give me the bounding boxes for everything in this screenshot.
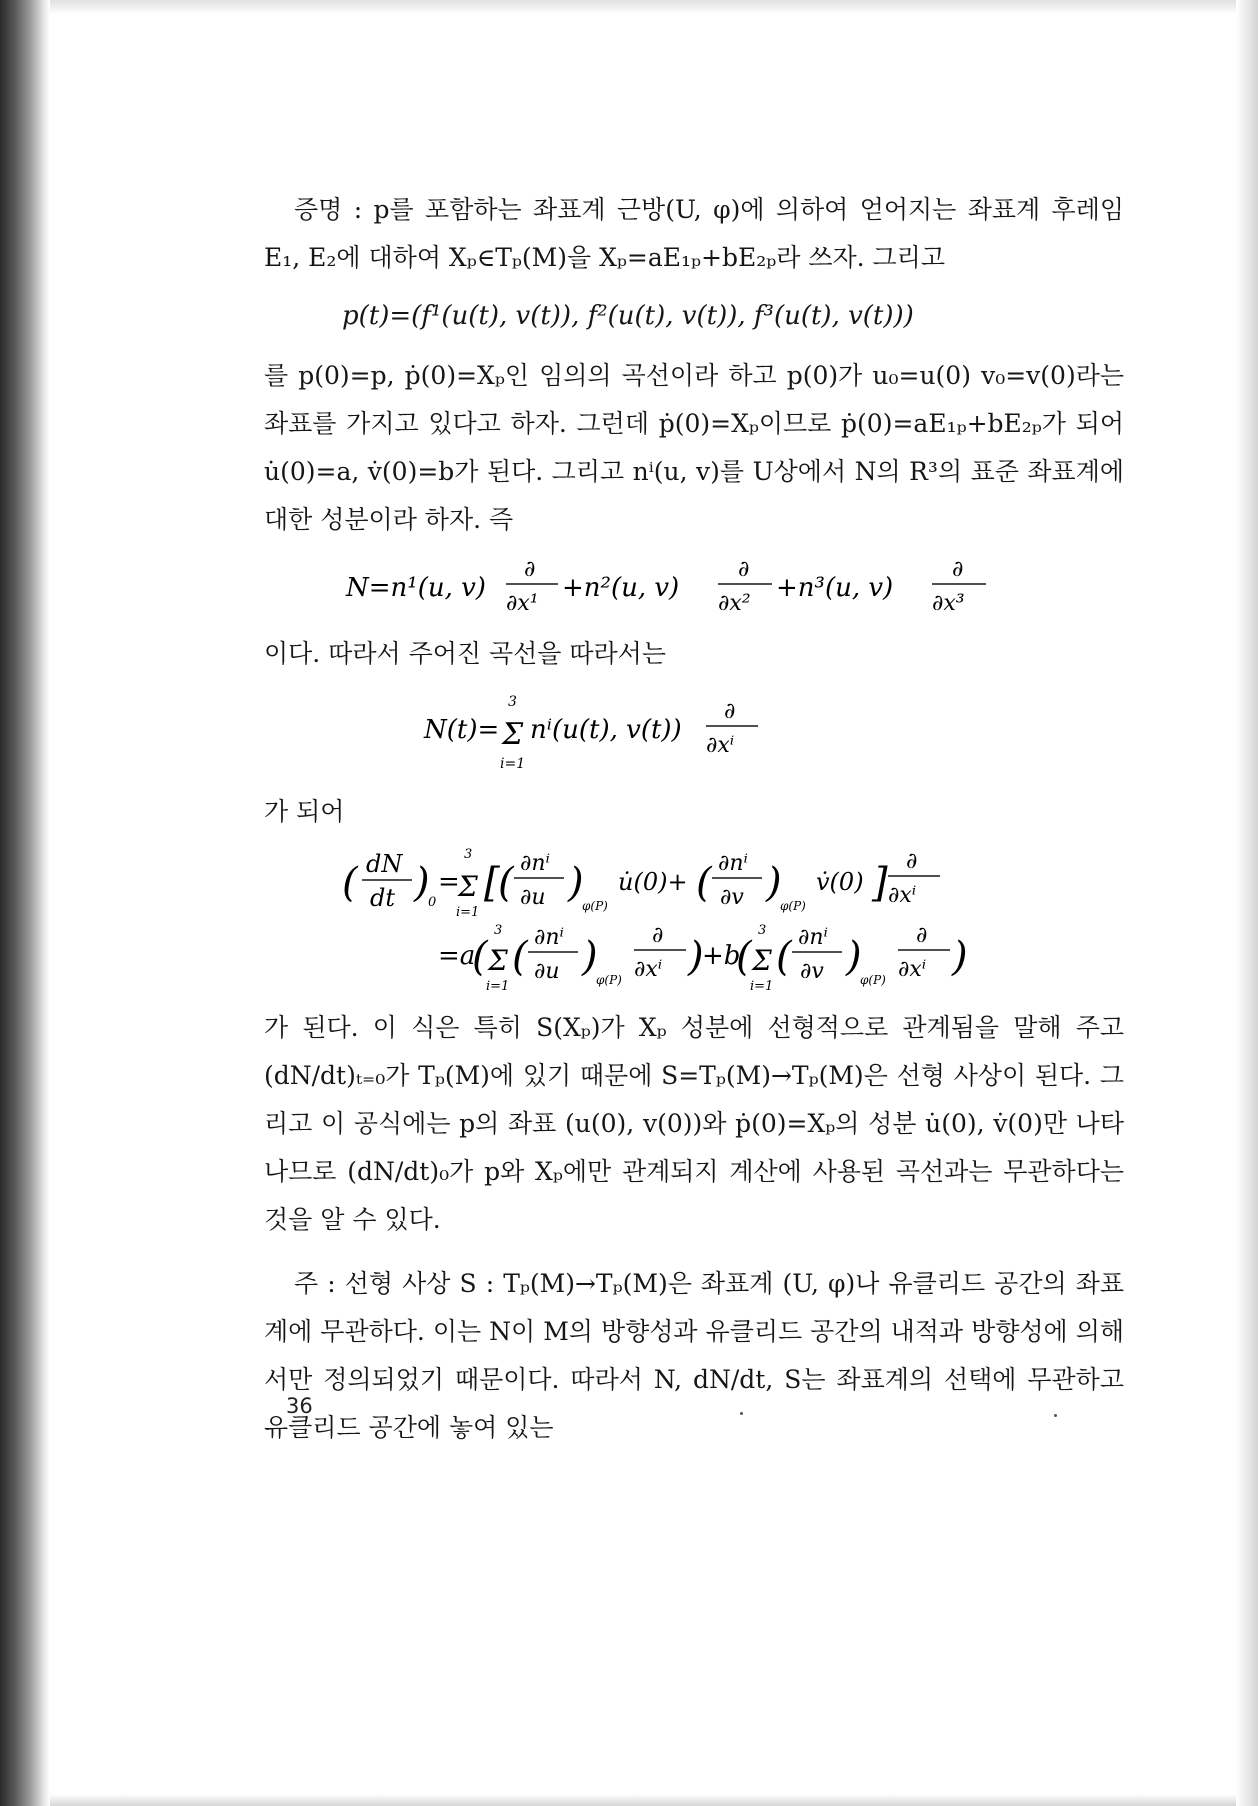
page-top-edge [50,0,1236,14]
eq3-sum-symbol: Σ [502,717,524,752]
eq2-dx2: ∂x² [718,591,751,616]
eq4-line2-paren-close-b: ) [846,934,862,980]
eq4-bracket-close: ] [872,860,888,906]
eq4-sum-lower-3: i=1 [750,979,774,994]
page-bottom-edge [50,1794,1236,1806]
eq4-sum-upper-2: 3 [494,923,503,938]
eq4-partial-1: ∂ [906,849,918,874]
equation-normal-field [346,552,1124,624]
eq4-sum-3: Σ [752,944,772,977]
eq4-dni-3: ∂nⁱ [534,925,564,950]
eq4-paren-open-3: ( [696,860,712,906]
eq2-dx3: ∂x³ [932,591,965,616]
eq4-line2-paren-b-open: ( [736,934,752,980]
eq4-dv-1: ∂v [720,885,744,910]
eq2-partial-3: ∂ [952,557,964,582]
note-paragraph: 주 : 선형 사상 S : Tₚ(M)→Tₚ(M)은 좌표계 (U, φ)나 유클리드 공간의 좌표계에 무관하다. 이는 N이 M의 방향성과 유클리드 공간의 내적과 방향성에 의해서만 정의되었기 때문이다. 따라서 N, dN/dt, S는 좌표계의 선택에 무관하고 유클리드 공간에 놓여 있는 [264,1269,1124,1442]
eq3-body: nⁱ(u(t), v(t)) [530,715,682,745]
eq2-partial-1: ∂ [524,557,536,582]
curve-definition-paragraph: 를 p(0)=p, ṗ(0)=Xₚ인 임의의 곡선이라 하고 p(0)가 u₀=u(0) v₀=v(0)라는 좌표를 가지고 있다고 하자. 그런데 ṗ(0)=Xₚ이므로 ṗ(0)=aE₁ₚ+bE₂ₚ가 되어 u̇(0)=a, v̇(0)=b가 된다. 그리고 nⁱ(u, v)를 U상에서 N의 R³의 표준 좌표계에 대한 성분이라 하자. 즉 [264,361,1124,534]
eq4-du-2: ∂u [534,959,560,984]
eq4-dxi-2: ∂xⁱ [634,957,663,982]
eq4-line2-paren-open: ( [512,934,528,980]
eq4-partial-2: ∂ [652,923,664,948]
eq4-line2-paren-b-close: ) [952,934,968,980]
eq4-sum-upper-3: 3 [758,923,767,938]
eq4-close-paren: ) [414,860,430,906]
page-number: 36 [286,1394,313,1418]
along-curve-paragraph: 이다. 따라서 주어진 곡선을 따라서는 [264,639,666,668]
eq4-sum-2: Σ [488,944,508,977]
scan-speck [1054,1414,1057,1417]
eq4-line2-paren-close: ) [582,934,598,980]
eq4-dxi-1: ∂xⁱ [888,883,917,908]
eq4-sub0: 0 [428,895,437,910]
scan-speck [740,1412,743,1415]
eq4-line2-b: +b [702,941,741,971]
eq4-sum-lower-2: i=1 [486,979,510,994]
eq4-du-1: ∂u [520,885,546,910]
page-binding-shadow [0,0,50,1806]
eq4-paren-close-3: ) [766,860,782,906]
equation-normal-along-curve [424,690,1124,776]
eq3-partial: ∂ [724,699,736,724]
eq4-phiP-3: φ(P) [596,973,622,987]
eq4-dni-1: ∂nⁱ [520,851,550,876]
eq2-term2: +n²(u, v) [562,573,680,603]
eq4-phiP-2: φ(P) [780,899,806,913]
eq4-dv-2: ∂v [800,959,824,984]
eq4-equals: = [438,867,460,897]
eq2-dx1: ∂x¹ [506,591,539,616]
eq4-open-paren: ( [342,860,358,906]
equation-derivative-normal [342,844,1124,994]
eq4-sum-upper-1: 3 [464,847,473,862]
equation-normal-along-curve-svg [424,690,824,776]
eq4-bracket-open: [ [484,860,500,906]
eq4-dt: dt [370,884,396,912]
eq4-partial-3: ∂ [916,923,928,948]
eq4-phiP-1: φ(P) [582,899,608,913]
eq4-dxi-3: ∂xⁱ [898,957,927,982]
eq3-lhs: N(t)= [424,715,500,745]
eq4-dni-4: ∂nⁱ [798,925,828,950]
eq4-line2-a: =a [438,941,476,971]
eq2-term1: N=n¹(u, v) [346,573,486,603]
equation-derivative-normal-svg [342,844,1042,994]
eq3-sum-lower: i=1 [500,756,526,772]
eq4-udot: u̇(0)+ [618,868,688,896]
eq3-sum-upper: 3 [508,694,517,710]
equation-normal-field-svg [346,552,1106,624]
eq4-sum-1: Σ [458,870,478,903]
equation-curve-p: p(t)=(f¹(u(t), v(t)), f²(u(t), v(t)), f³(u(t), v(t))) [342,301,914,331]
eq4-phiP-4: φ(P) [860,973,886,987]
proof-paragraph: 증명 : p를 포함하는 좌표계 근방(U, φ)에 의하여 얻어지는 좌표계 후레임 E₁, E₂에 대하여 Xₚ∈Tₚ(M)을 Xₚ=aE₁ₚ+bE₂ₚ라 쓰자. 그리고 [264,195,1124,272]
eq4-dN: dN [366,850,403,878]
eq4-line2-paren-a-close: ) [688,934,704,980]
eq2-partial-2: ∂ [738,557,750,582]
eq4-paren-close-2: ) [568,860,584,906]
eq4-vdot: v̇(0) [816,868,864,896]
eq4-dni-2: ∂nⁱ [718,851,748,876]
eq4-line2-paren-open-b: ( [776,934,792,980]
eq3-dxi: ∂xⁱ [706,733,735,758]
eq2-term3: +n³(u, v) [776,573,894,603]
eq4-sum-lower-1: i=1 [456,905,480,920]
page-body [264,186,1124,1452]
becomes-paragraph: 가 되어 [264,797,345,826]
eq4-line2-paren-a-open: ( [472,934,488,980]
page-right-edge [1236,0,1258,1806]
linearity-paragraph: 가 된다. 이 식은 특히 S(Xₚ)가 Xₚ 성분에 선형적으로 관계됨을 말해 주고 (dN/dt)ₜ₌₀가 Tₚ(M)에 있기 때문에 S=Tₚ(M)→Tₚ(M)은 선형 사상이 된다. 그리고 이 공식에는 p의 좌표 (u(0), v(0))와 ṗ(0)=Xₚ의 성분 u̇(0), v̇(0)만 나타나므로 (dN/dt)₀가 p와 Xₚ에만 관계되지 계산에 사용된 곡선과는 무관하다는 것을 알 수 있다. [264,1013,1124,1234]
eq4-paren-open-2: ( [498,860,514,906]
